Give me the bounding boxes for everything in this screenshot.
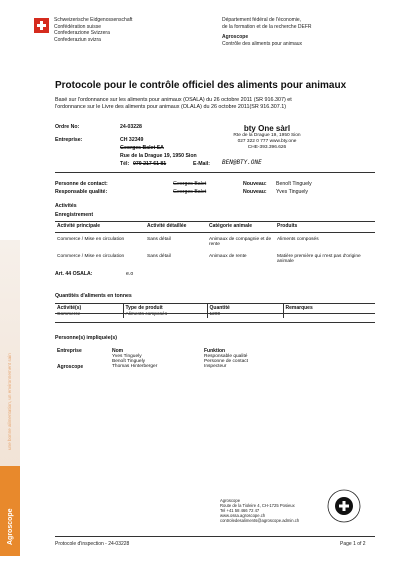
table-cell: Thomas Hinterberger [112, 364, 158, 369]
legal-basis-line-2: l'ordonnance sur le Livre des aliments pour animaux (OLALA) du 26 octobre 2011(SR 916.307.1) [55, 104, 287, 110]
footer-address [220, 498, 299, 523]
department-line-2: de la formation et de la recherche DEFR [222, 23, 312, 30]
persons-heading: Personne(s) impliquée(s) [55, 335, 117, 341]
activities-header-divider [55, 232, 375, 233]
quantities-col-header: Type de produit [123, 304, 207, 312]
quantities-col-header: Quantité [207, 304, 283, 312]
footer-divider [55, 536, 375, 537]
address-line: controledesaliments@agroscope.admin.ch [220, 518, 300, 524]
agroscope-brand-text: Agroscope [7, 508, 14, 545]
department-line-1: Département fédéral de l'économie, [222, 17, 302, 23]
table-cell: Sans détail [147, 253, 171, 259]
sidebar-tagline: une bonne alimentation, un environnement sain [7, 353, 12, 450]
address-line: Tel +41 58 466 72 47 [220, 508, 260, 514]
activities-header-row [55, 222, 375, 230]
confed-line-it: Confederazione Svizzera [54, 30, 110, 37]
table-cell: Inspecteur [204, 364, 227, 369]
address-line: www.ossa.agroscope.ch [220, 513, 266, 519]
legal-basis [55, 97, 375, 111]
stamp-phone-web: 027 322 0 777 www.bty.one [237, 139, 297, 144]
activities-table-body [55, 236, 375, 265]
accreditation-seal-icon [327, 489, 361, 523]
persons-col-header: Nom [112, 348, 124, 354]
company-street: Rue de la Drague 19, 1950 Sion [120, 153, 197, 159]
activities-col-header: Produits [277, 222, 298, 229]
email-handwritten: BEN@BTY.ONE [222, 159, 262, 166]
persons-table [55, 348, 375, 370]
contact-new: Benoît Tinguely [276, 181, 312, 187]
contact-new-label: Nouveau: [243, 181, 267, 187]
company-label: Entreprise: [55, 137, 83, 143]
table-row [55, 253, 375, 265]
persons-col-header: Funktion [204, 348, 226, 354]
responsible-new-label: Nouveau: [243, 189, 267, 195]
order-label: Ordre No: [55, 124, 80, 130]
table-cell: Commerce [55, 312, 123, 319]
activities-col-header: Activité principale [57, 222, 101, 229]
legal-basis-line-1: Basé sur l'ordonnance sur les aliments pour animaux (OSALA) du 26 octobre 2011 (SR 916.307) et [55, 97, 292, 103]
tel-label: Tél: [120, 161, 130, 167]
responsible-old: Georges Balet [173, 189, 207, 195]
swiss-cross-icon [34, 18, 49, 33]
stamp-name: bty One sàrl [243, 124, 291, 133]
address-line: Agroscope [220, 498, 241, 503]
contact-old: Georges Balet [173, 181, 207, 187]
quantities-table [55, 304, 375, 318]
art44-label: Art. 44 OSALA: [55, 271, 93, 277]
order-number: 24-03228 [120, 124, 142, 130]
table-cell: Aliments composés [123, 312, 207, 319]
divider-1 [55, 172, 375, 173]
activities-col-header: Catégorie animale [209, 222, 253, 229]
table-row [55, 236, 375, 253]
footer-left: Protocole d'inspection - 24-03228 [55, 541, 130, 547]
persons-col-header: Entreprise [57, 348, 82, 354]
table-cell: 1200 [207, 312, 283, 319]
responsible-new: Yves Tinguely [276, 189, 309, 195]
registration-heading: Enregistrement [55, 212, 94, 218]
quantities-header-row [55, 304, 375, 312]
table-cell: Personne de contact [204, 359, 249, 364]
page-title: Protocole pour le contrôle officiel des aliments pour animaux [55, 80, 347, 91]
company-number: CH 32349 [120, 137, 144, 143]
confederation-names [54, 17, 132, 43]
table-cell: Aliments composés [277, 236, 319, 242]
table-cell: Benoît Tinguely [112, 359, 146, 364]
table-cell: Agroscope [57, 364, 84, 370]
table-row [55, 364, 375, 370]
footer-page-number: Page 1 of 2 [340, 541, 366, 547]
company-old-name: Georges Balet SA [120, 145, 164, 151]
confed-line-fr: Confédération suisse [54, 23, 101, 30]
address-line: Route de la Tioleire 4, CH-1725 Posieux [220, 503, 295, 509]
department-block [222, 17, 312, 47]
table-cell: Animaux de compagnie et de rente [209, 236, 272, 247]
contact-label: Personne de contact: [55, 181, 108, 187]
table-cell: Commerce / Mise en circulation [57, 236, 125, 242]
tel-value: 079 217 61 81 [133, 161, 167, 167]
quantities-col-header: Remarques [285, 304, 313, 311]
office-subtitle: Contrôle des aliments pour animaux [222, 40, 303, 47]
confed-line-de: Schweizerische Eidgenossenschaft [54, 17, 133, 23]
office-name: Agroscope [222, 34, 249, 41]
confed-line-rm: Confederaziun svizra [54, 36, 101, 43]
email-label: E-Mail: [193, 161, 211, 167]
company-stamp [222, 124, 312, 151]
table-cell: Commerce / Mise en circulation [57, 253, 125, 259]
activities-col-header: Activité détaillée [147, 222, 187, 229]
quantities-header-divider [55, 313, 375, 314]
quantities-heading: Quantités d'aliments en tonnes [55, 293, 132, 299]
art44-value: e.o [126, 271, 134, 277]
activities-table [55, 222, 375, 230]
table-cell: Sans détail [147, 236, 171, 242]
quantities-table-bottom [55, 322, 375, 323]
quantities-col-header: Activité(s) [55, 304, 123, 312]
stamp-uid: CHE-393.396.626 [247, 145, 287, 150]
table-cell: Yves Tinguely [112, 354, 142, 359]
table-cell: Matière première qui n'est pas d'origine animale [277, 253, 361, 264]
table-cell: Animaux de rente [209, 253, 247, 259]
table-cell: Responsable qualité [204, 354, 248, 359]
responsible-label: Responsable qualité: [55, 189, 108, 195]
stamp-street: Rte de la Drague 19, 1950 Sion [233, 133, 301, 138]
activities-heading: Activités [55, 203, 77, 209]
